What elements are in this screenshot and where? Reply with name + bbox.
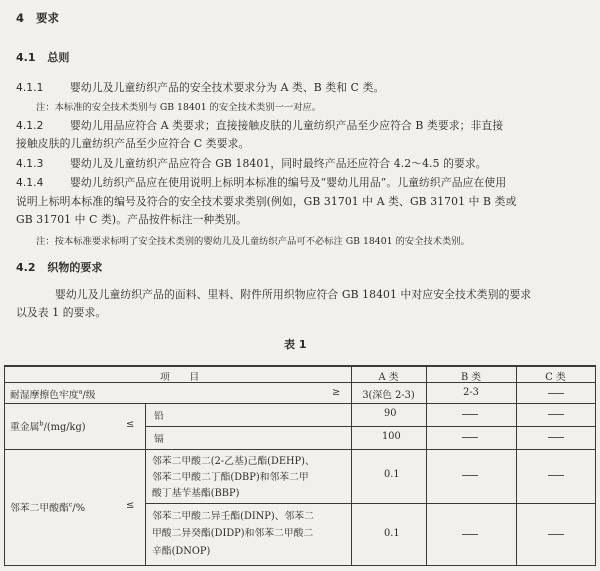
heavy-metal-operator: ≤: [126, 419, 135, 430]
phthalate-group-1-line-2: 邻苯二甲酸二丁酯(DBP)和邻苯二甲: [152, 472, 309, 483]
cadmium-class-b-dash: [462, 437, 478, 438]
clause-4-1-2: [16, 118, 503, 133]
clause-text: 婴幼儿及儿童纺织产品应符合 GB 18401，同时最终产品还应符合 4.2～4.5 的要求。: [70, 157, 487, 170]
lead-class-a: 90: [384, 408, 397, 419]
phthalate-group-2-line-2: 甲酸二异癸酯(DIDP)和邻苯二甲酸二: [152, 528, 314, 539]
header-class-a: A 类: [378, 372, 399, 383]
lead-class-b-dash: [462, 414, 478, 415]
clause-4-1-4-line-3: GB 31701 中 C 类)。产品按件标注一种类别。: [16, 213, 247, 226]
paragraph-4-2-line-1: 婴幼儿及儿童纺织产品的面料、里料、附件所用织物应符合 GB 18401 中对应安全技术类别的要求: [55, 288, 532, 301]
phthalate-group-1-line-3: 酸丁基苄基酯(BBP): [152, 488, 240, 499]
phthalate-group-1-class-c-dash: [548, 475, 564, 476]
paragraph-4-2-line-2: 以及表 1 的要求。: [16, 306, 107, 319]
clause-text-line: 婴幼儿用品应符合 A 类要求；直接接触皮肤的儿童纺织产品至少应符合 B 类要求；非直接: [70, 119, 504, 132]
section-4-heading: [16, 10, 59, 26]
lead-label: 铅: [154, 411, 164, 422]
phthalate-label: [10, 500, 85, 514]
clause-4-1-4: [16, 175, 506, 190]
clause-4-1-1: [16, 80, 384, 95]
header-class-c: C 类: [545, 372, 566, 383]
section-title: 总则: [47, 51, 70, 64]
clause-number: 4.1.3: [16, 158, 44, 170]
label-text: 邻苯二甲酸酯: [10, 503, 69, 514]
rubbing-class-c-dash: [548, 393, 564, 394]
clause-text: 婴幼儿及儿童纺织产品的安全技术要求分为 A 类、B 类和 C 类。: [70, 81, 385, 94]
lead-class-c-dash: [548, 414, 564, 415]
section-title: 织物的要求: [47, 261, 103, 274]
rubbing-class-a: 3(深色 2-3): [362, 390, 415, 401]
rubbing-class-b: 2-3: [463, 387, 479, 398]
cadmium-class-c-dash: [548, 437, 564, 438]
phthalate-group-2-class-c-dash: [548, 534, 564, 535]
clause-text-line: 婴幼儿纺织产品应在使用说明上标明本标准的编号及“婴幼儿用品”。儿童纺织产品应在使用: [70, 176, 507, 189]
cadmium-class-a: 100: [382, 431, 401, 442]
phthalate-group-2-class-b-dash: [462, 534, 478, 535]
phthalate-operator: ≤: [126, 500, 135, 511]
phthalate-group-1-class-b-dash: [462, 475, 478, 476]
phthalate-group-1-line-1: 邻苯二甲酸二(2-乙基)己酯(DEHP)、: [152, 456, 315, 467]
footnote-marker: b: [39, 419, 44, 428]
header-item: 项 目: [160, 372, 200, 383]
phthalate-group-1-class-a: 0.1: [384, 469, 400, 480]
cadmium-label: 镉: [154, 434, 164, 445]
footnote-marker: a: [78, 387, 83, 396]
section-4-1-heading: [16, 49, 69, 65]
clause-4-1-3: [16, 156, 487, 171]
section-4-2-heading: [16, 259, 102, 275]
note-1: 注：本标准的安全技术类别与 GB 18401 的安全技术类别一一对应。: [36, 102, 322, 113]
rubbing-operator: ≥: [332, 387, 341, 398]
clause-4-1-4-line-2: 说明上标明本标准的编号及符合的安全技术要求类别(例如，GB 31701 中 A 类、GB 31701 中 B 类或: [16, 195, 517, 208]
phthalate-group-2-line-3: 辛酯(DNOP): [152, 546, 211, 557]
clause-4-1-2-line-2: 接触皮肤的儿童纺织产品至少应符合 C 类要求。: [16, 137, 250, 150]
heavy-metal-label: [10, 419, 86, 433]
clause-number: 4.1.4: [16, 177, 44, 189]
label-text: 耐湿摩擦色牢度: [10, 390, 79, 401]
clause-number: 4.1.2: [16, 120, 44, 132]
header-class-b: B 类: [460, 372, 482, 383]
clause-number: 4.1.1: [16, 82, 44, 94]
phthalate-group-2-line-1: 邻苯二甲酸二异壬酯(DINP)、邻苯二: [152, 511, 314, 522]
unit-text: /级: [82, 390, 96, 401]
unit-text: /%: [72, 503, 86, 514]
note-2: 注：按本标准要求标明了安全技术类别的婴幼儿及儿童纺织产品可不必标注 GB 18401 的安全技术类别。: [36, 236, 470, 247]
section-number: 4.1: [16, 51, 36, 64]
rubbing-fastness-label: [10, 387, 96, 401]
section-number: 4.2: [16, 261, 36, 274]
section-title: 要求: [36, 11, 60, 25]
unit-text: /(mg/kg): [43, 422, 86, 433]
table-title: 表 1: [284, 338, 307, 351]
label-text: 重金属: [10, 422, 40, 433]
section-number: 4: [16, 11, 25, 25]
footnote-marker: c: [68, 500, 73, 509]
phthalate-group-2-class-a: 0.1: [384, 528, 400, 539]
